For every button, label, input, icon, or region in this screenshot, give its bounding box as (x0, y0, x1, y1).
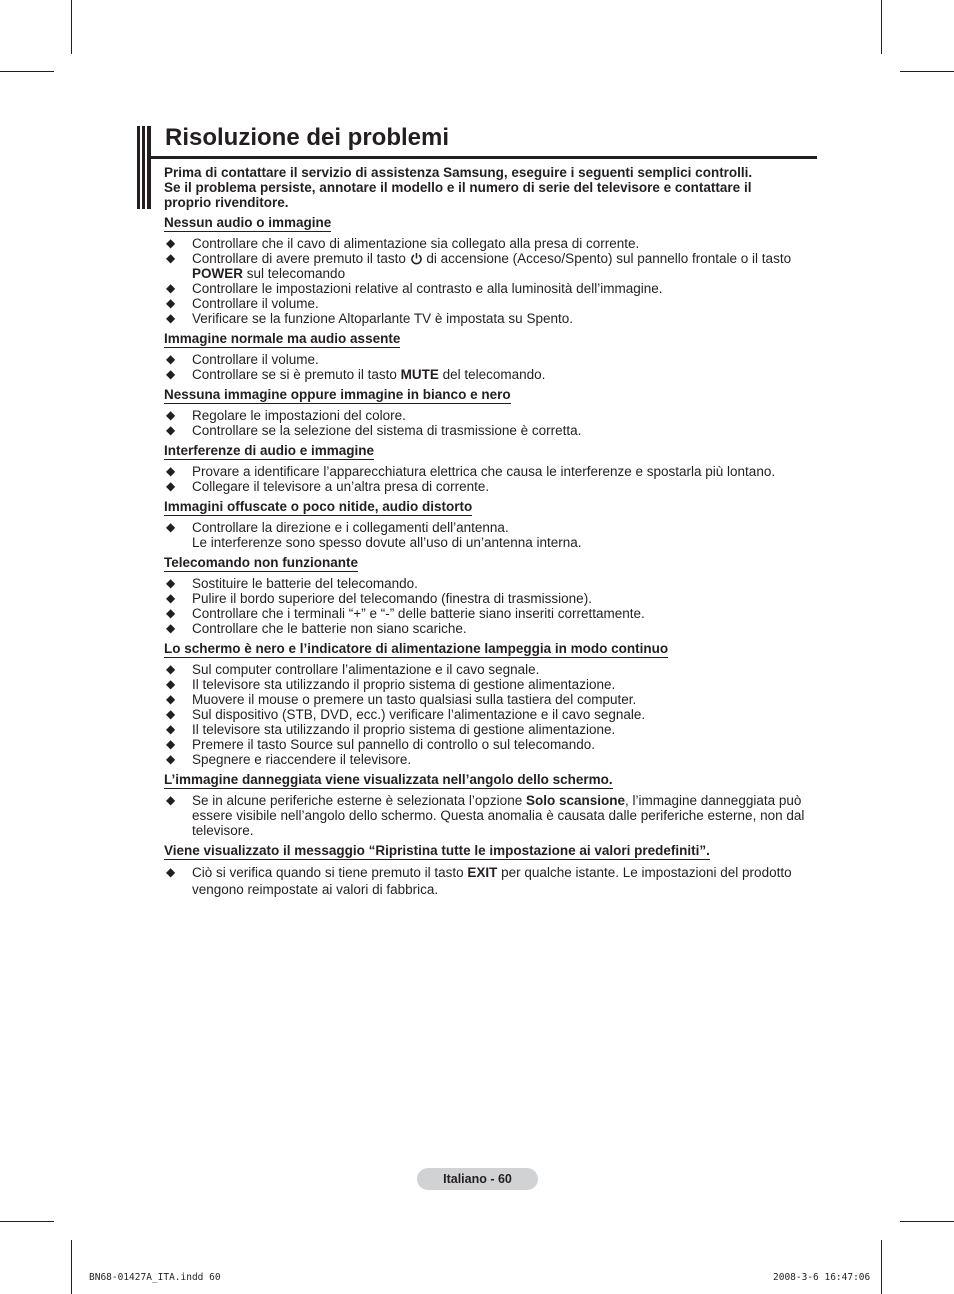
list-item: ◆ Verificare se la funzione Altoparlante TV è impostata su Spento. (166, 311, 573, 326)
print-slug-date: 2008-3-6 16:47:06 (773, 1272, 871, 1283)
crop-mark (71, 0, 72, 54)
list-item: ◆ Controllare che le batterie non siano scariche. (166, 621, 467, 636)
list-item: ◆ Controllare il volume. (166, 352, 319, 367)
section-heading: Interferenze di audio e immagine (164, 443, 375, 458)
print-slug-file: BN68-01427A_ITA.indd 60 (89, 1272, 221, 1283)
list-item: ◆ Controllare se la selezione del sistema di trasmissione è corretta. (166, 423, 582, 438)
bullet-icon: ◆ (166, 423, 176, 437)
bullet-icon: ◆ (166, 251, 176, 265)
document-body (164, 165, 816, 903)
intro-paragraph (164, 165, 816, 210)
section-heading: Viene visualizzato il messaggio “Ripristina tutte le impostazione ai valori predefiniti”. (164, 843, 710, 858)
intro-line: Prima di contattare il servizio di assistenza Samsung, eseguire i seguenti semplici controlli. (164, 165, 753, 180)
list-item: ◆ Premere il tasto Source sul pannello di controllo o sul telecomando. (166, 737, 595, 752)
intro-line: Se il problema persiste, annotare il modello e il numero di serie del televisore e contattare il (164, 180, 752, 195)
bullet-icon: ◆ (166, 464, 176, 478)
bullet-list (164, 793, 816, 838)
bullet-icon: ◆ (166, 677, 176, 691)
list-item: ◆ Pulire il bordo superiore del telecomando (finestra di trasmissione). (166, 591, 592, 606)
section-image-no-audio (164, 331, 816, 382)
bullet-list (164, 662, 816, 767)
bullet-icon: ◆ (166, 722, 176, 736)
section-remote-not-working (164, 555, 816, 636)
section-heading: Nessun audio o immagine (164, 215, 332, 230)
intro-line: proprio rivenditore. (164, 195, 289, 210)
bullet-icon: ◆ (166, 865, 176, 879)
list-item: ◆ Controllare che i terminali “+” e “-” delle batterie siano inseriti correttamente. (166, 606, 645, 621)
list-item: ◆ Il televisore sta utilizzando il proprio sistema di gestione alimentazione. (166, 677, 616, 692)
crop-mark (900, 71, 954, 72)
bullet-list (164, 352, 816, 382)
section-interference (164, 443, 816, 494)
bullet-icon: ◆ (166, 352, 176, 366)
list-item: ◆ Controllare di avere premuto il tasto di accensione (Acceso/Spento) sul pannello frontale o il tasto POWER sul telecomando (166, 251, 792, 281)
crop-mark (0, 71, 54, 72)
crop-mark (0, 1221, 54, 1222)
section-damaged-image (164, 772, 816, 838)
bullet-icon: ◆ (166, 236, 176, 250)
section-heading: Lo schermo è nero e l’indicatore di alimentazione lampeggia in modo continuo (164, 641, 669, 656)
bullet-icon: ◆ (166, 793, 176, 807)
list-item: ◆ Ciò si verifica quando si tiene premuto il tasto EXIT per qualche istante. Le impostazioni del prodotto vengono reimpostate ai valori di fabbrica. (166, 865, 792, 897)
list-item: ◆ Controllare la direzione e i collegamenti dell’antenna. Le interferenze sono spesso dovute all’uso di un’antenna interna. (166, 520, 582, 550)
section-heading: Telecomando non funzionante (164, 555, 358, 570)
bullet-icon: ◆ (166, 367, 176, 381)
crop-mark (900, 1221, 954, 1222)
list-item: ◆ Controllare se si è premuto il tasto MUTE del telecomando. (166, 367, 546, 382)
bullet-list (164, 576, 816, 636)
bullet-list (164, 464, 816, 494)
crop-mark (881, 0, 882, 54)
list-item: ◆ Sul dispositivo (STB, DVD, ecc.) verificare l’alimentazione e il cavo segnale. (166, 707, 646, 722)
crop-mark (71, 1240, 72, 1294)
list-item: ◆ Muovere il mouse o premere un tasto qualsiasi sulla tastiera del computer. (166, 692, 637, 707)
section-heading: Immagini offuscate o poco nitide, audio distorto (164, 499, 473, 514)
page-title: Risoluzione dei problemi (165, 124, 450, 151)
section-no-audio-no-image (164, 215, 816, 326)
bullet-icon: ◆ (166, 408, 176, 422)
bullet-list (164, 864, 816, 898)
list-item: ◆ Sostituire le batterie del telecomando. (166, 576, 418, 591)
list-item: ◆ Provare a identificare l’apparecchiatura elettrica che causa le interferenze e spostarla più lontano. (166, 464, 776, 479)
bullet-icon: ◆ (166, 752, 176, 766)
bullet-icon: ◆ (166, 520, 176, 534)
bullet-icon: ◆ (166, 707, 176, 721)
section-heading: L’immagine danneggiata viene visualizzata nell’angolo dello schermo. (164, 772, 613, 787)
list-item: ◆ Collegare il televisore a un’altra presa di corrente. (166, 479, 490, 494)
bullet-list (164, 520, 816, 550)
list-item: ◆ Controllare che il cavo di alimentazione sia collegato alla presa di corrente. (166, 236, 640, 251)
section-no-image-bw (164, 387, 816, 438)
bullet-list (164, 408, 816, 438)
section-heading: Immagine normale ma audio assente (164, 331, 401, 346)
title-accent-bars (137, 126, 151, 209)
bullet-icon: ◆ (166, 591, 176, 605)
list-item: ◆ Regolare le impostazioni del colore. (166, 408, 406, 423)
section-reset-message (164, 843, 816, 898)
bullet-icon: ◆ (166, 296, 176, 310)
bullet-list (164, 236, 816, 326)
bullet-icon: ◆ (166, 692, 176, 706)
bullet-icon: ◆ (166, 737, 176, 751)
bullet-icon: ◆ (166, 606, 176, 620)
list-item: ◆ Il televisore sta utilizzando il proprio sistema di gestione alimentazione. (166, 722, 616, 737)
list-item: ◆ Controllare il volume. (166, 296, 319, 311)
list-item: ◆ Controllare le impostazioni relative al contrasto e alla luminosità dell’immagine. (166, 281, 663, 296)
crop-mark (881, 1240, 882, 1294)
power-icon (410, 252, 423, 265)
section-heading: Nessuna immagine oppure immagine in bianco e nero (164, 387, 511, 402)
bullet-icon: ◆ (166, 662, 176, 676)
bullet-icon: ◆ (166, 479, 176, 493)
bullet-icon: ◆ (166, 621, 176, 635)
list-item: ◆ Se in alcune periferiche esterne è selezionata l’opzione Solo scansione, l’immagine danneggiata può essere visibile nell’angolo dello schermo. Questa anomalia è causata dalle periferiche esterne, non dal televisore. (166, 793, 805, 838)
section-black-screen (164, 641, 816, 767)
list-item: ◆ Spegnere e riaccendere il televisore. (166, 752, 412, 767)
list-item: ◆ Sul computer controllare l’alimentazione e il cavo segnale. (166, 662, 540, 677)
bullet-icon: ◆ (166, 576, 176, 590)
bullet-icon: ◆ (166, 281, 176, 295)
page-number-label: Italiano - 60 (417, 1168, 538, 1190)
section-blurry-image (164, 499, 816, 550)
title-rule (151, 156, 817, 159)
bullet-icon: ◆ (166, 311, 176, 325)
